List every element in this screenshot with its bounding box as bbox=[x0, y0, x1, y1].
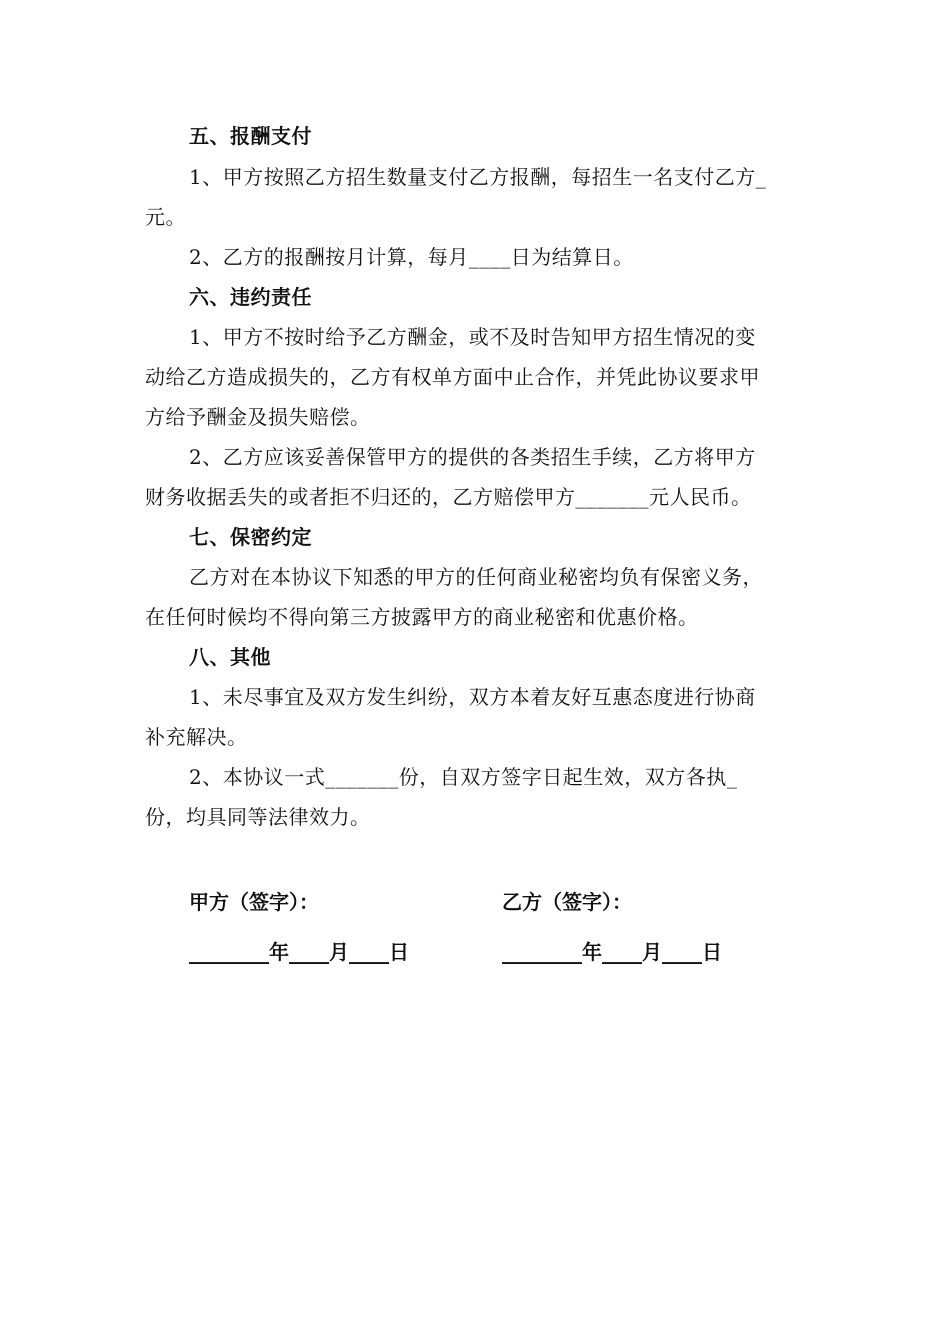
section-8-paragraph-2-line-2: 份，均具同等法律效力。 bbox=[145, 805, 371, 829]
section-7-paragraph-1-line-1: 乙方对在本协议下知悉的甲方的任何商业秘密均负有保密义务， bbox=[189, 565, 763, 589]
section-6-heading: 六、违约责任 bbox=[189, 285, 312, 309]
section-6-paragraph-1-line-1: 1、甲方不按时给予乙方酬金，或不及时告知甲方招生情况的变 bbox=[189, 325, 756, 349]
party-a-date-line: ________年____月____日 bbox=[189, 940, 409, 964]
section-8-paragraph-1-line-2: 补充解决。 bbox=[145, 725, 248, 749]
section-8-heading: 八、其他 bbox=[189, 645, 271, 669]
section-5-heading: 五、报酬支付 bbox=[189, 124, 312, 148]
section-7-heading: 七、保密约定 bbox=[189, 525, 312, 549]
party-a-signature-label: 甲方（签字）： bbox=[189, 890, 319, 914]
section-5-paragraph-1-line-1: 1、甲方按照乙方招生数量支付乙方报酬，每招生一名支付乙方_ bbox=[189, 165, 767, 189]
section-5-paragraph-2: 2、乙方的报酬按月计算，每月____日为结算日。 bbox=[189, 245, 634, 269]
section-8-paragraph-2-line-1: 2、本协议一式_______份，自双方签字日起生效，双方各执_ bbox=[189, 765, 738, 789]
section-6-paragraph-2-line-2: 财务收据丢失的或者拒不归还的，乙方赔偿甲方_______元人民币。 bbox=[145, 485, 752, 509]
section-7-paragraph-1-line-2: 在任何时候均不得向第三方披露甲方的商业秘密和优惠价格。 bbox=[145, 605, 699, 629]
section-8-paragraph-1-line-1: 1、未尽事宜及双方发生纠纷，双方本着友好互惠态度进行协商 bbox=[189, 685, 756, 709]
section-6-paragraph-1-line-3: 方给予酬金及损失赔偿。 bbox=[145, 405, 371, 429]
party-b-signature-label: 乙方（签字）： bbox=[502, 890, 632, 914]
section-6-paragraph-2-line-1: 2、乙方应该妥善保管甲方的提供的各类招生手续，乙方将甲方 bbox=[189, 445, 756, 469]
party-b-date-line: ________年____月____日 bbox=[502, 940, 722, 964]
section-5-paragraph-1-line-2: 元。 bbox=[145, 205, 186, 229]
section-6-paragraph-1-line-2: 动给乙方造成损失的，乙方有权单方面中止合作，并凭此协议要求甲 bbox=[145, 365, 760, 389]
